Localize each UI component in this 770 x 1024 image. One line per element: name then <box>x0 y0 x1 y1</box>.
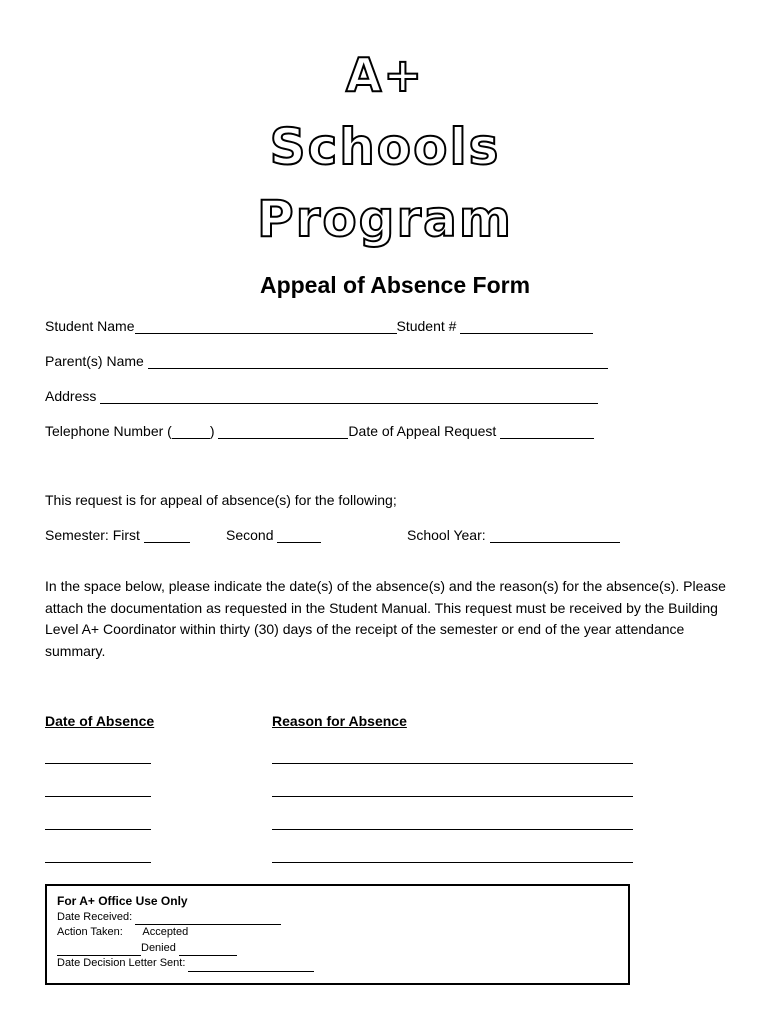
semester-second-label: Second <box>226 527 274 543</box>
address-row <box>45 388 598 408</box>
address-field[interactable] <box>100 389 598 404</box>
date-of-absence-header: Date of Absence <box>45 713 155 729</box>
date-of-appeal-field[interactable] <box>500 424 594 439</box>
action-taken-row <box>57 925 618 941</box>
student-number-field[interactable] <box>460 319 593 334</box>
action-taken-label: Action Taken: <box>57 926 123 938</box>
accepted-label: Accepted <box>142 926 189 938</box>
student-name-label: Student Name <box>45 318 135 334</box>
school-year-group <box>407 527 620 547</box>
school-year-field[interactable] <box>490 528 620 543</box>
absence-date-line-1[interactable] <box>45 763 151 764</box>
absence-reason-line-2[interactable] <box>272 796 633 797</box>
semester-second-group <box>226 527 321 547</box>
student-name-row <box>45 318 593 338</box>
date-received-label: Date Received: <box>57 910 133 923</box>
address-label: Address <box>45 388 97 404</box>
decision-letter-row <box>57 956 618 972</box>
reason-for-absence-header: Reason for Absence <box>272 713 407 729</box>
absence-reason-line-3[interactable] <box>272 829 633 830</box>
semester-second-field[interactable] <box>277 528 321 543</box>
office-use-title: For A+ Office Use Only <box>57 894 188 908</box>
telephone-field[interactable] <box>218 424 348 439</box>
date-received-field[interactable] <box>135 913 281 925</box>
denied-label: Denied <box>141 941 176 954</box>
date-received-row <box>57 910 618 926</box>
accepted-field[interactable] <box>57 944 141 956</box>
parent-name-field[interactable] <box>148 354 608 369</box>
absence-date-line-4[interactable] <box>45 862 151 863</box>
denied-row <box>57 941 618 957</box>
instructions-paragraph: In the space below, please indicate the date(s) of the absence(s) and the reason(s) for the absence(s). Please attach the documentation as requested in the Student Manual. This request must be received by the Building Level A+ Coordinator within thirty (30) days of the receipt of the semester or end of the year attendance summary. <box>45 578 726 659</box>
telephone-row <box>45 423 594 443</box>
absence-reason-line-4[interactable] <box>272 862 633 863</box>
student-name-field[interactable] <box>135 319 397 334</box>
absence-date-line-3[interactable] <box>45 829 151 830</box>
semester-label: Semester: <box>45 527 109 543</box>
absence-reason-line-1[interactable] <box>272 763 633 764</box>
school-year-label: School Year: <box>407 527 486 543</box>
area-code-field[interactable] <box>172 424 210 439</box>
semester-first-field[interactable] <box>144 528 190 543</box>
telephone-close-paren: ) <box>209 423 215 439</box>
telephone-label: Telephone Number ( <box>45 423 172 439</box>
form-title: Appeal of Absence Form <box>259 272 531 298</box>
request-statement: This request is for appeal of absence(s) for the following; <box>45 492 397 508</box>
denied-field[interactable] <box>179 944 237 956</box>
logo-line-a-plus: A+ <box>345 48 425 102</box>
decision-letter-field[interactable] <box>188 960 314 972</box>
semester-first-label: First <box>112 527 140 543</box>
parent-name-label: Parent(s) Name <box>45 353 144 369</box>
date-of-appeal-label: Date of Appeal Request <box>348 423 497 439</box>
absence-date-line-2[interactable] <box>45 796 151 797</box>
student-number-label: Student # <box>396 318 457 334</box>
decision-letter-label: Date Decision Letter Sent: <box>57 957 186 969</box>
semester-row <box>45 527 190 547</box>
office-use-box <box>45 884 630 985</box>
logo-line-schools: Schools <box>269 118 501 176</box>
logo-line-program: Program <box>257 190 513 248</box>
parent-name-row <box>45 353 608 373</box>
